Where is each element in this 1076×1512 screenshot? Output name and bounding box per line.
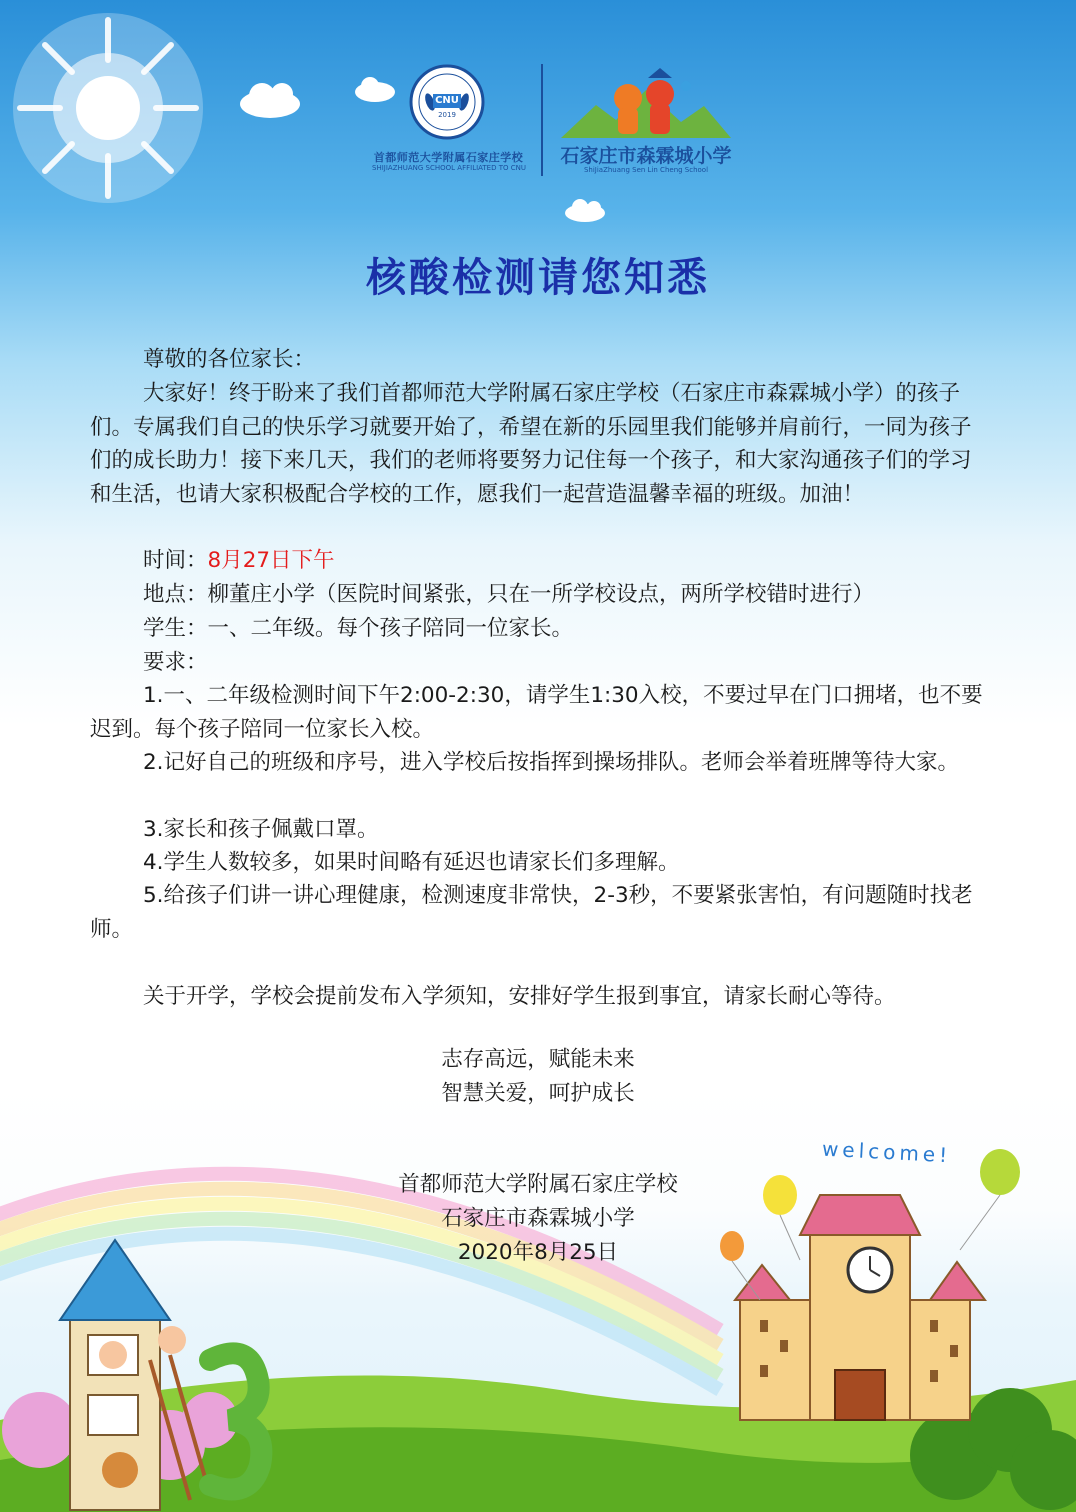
signature-school-2: 石家庄市森霖城小学 bbox=[441, 1206, 635, 1231]
motto-line: 智慧关爱，呵护成长 bbox=[441, 1081, 635, 1106]
cnu-school-logo bbox=[360, 58, 535, 178]
header-logos bbox=[360, 58, 740, 178]
students-line: 学生：一、二年级。每个孩子陪同一位家长。 bbox=[143, 616, 574, 641]
requirement-item: 5.给孩子们讲一讲心理健康，检测速度非常快，2-3秒，不要紧张害怕，有问题随时找老师。 bbox=[90, 883, 973, 942]
time-label: 时间： bbox=[143, 548, 208, 573]
requirement-item: 4.学生人数较多，如果时间略有延迟也请家长们多理解。 bbox=[143, 850, 680, 875]
intro-paragraph: 大家好！终于盼来了我们首都师范大学附属石家庄学校（石家庄市森霖城小学）的孩子们。专属我们自己的快乐学习就要开始了，希望在新的乐园里我们能够并肩前行，一同为孩子们的成长助力！接下来几天，我们的老师将要努力记住每一个孩子，和大家沟通孩子们的学习和生活，也请大家积极配合学校的工作，愿我们一起营造温馨幸福的班级。加油！ bbox=[90, 381, 972, 507]
cnu-badge-text: CNU bbox=[435, 95, 459, 106]
time-line bbox=[90, 544, 990, 578]
signature-date: 2020年8月25日 bbox=[457, 1240, 619, 1265]
closing-paragraph: 关于开学，学校会提前发布入学须知，安排好学生报到事宜，请家长耐心等待。 bbox=[143, 984, 896, 1009]
requirement-item: 3.家长和孩子佩戴口罩。 bbox=[143, 817, 379, 842]
senlincheng-school-logo bbox=[556, 60, 736, 178]
signature-school: 首都师范大学附属石家庄学校 bbox=[398, 1172, 678, 1197]
cnu-badge-year: 2019 bbox=[438, 111, 456, 119]
school-name-cn: 首都师范大学附属石家庄学校 bbox=[373, 151, 524, 164]
page-title: 核酸检测请您知悉 bbox=[366, 255, 710, 301]
school-name-en: SHIJIAZHUANG SCHOOL AFFILIATED TO CNU bbox=[372, 164, 526, 172]
welcome-text: welcome! bbox=[821, 1136, 952, 1168]
kids-mountain-icon bbox=[556, 60, 736, 140]
time-value: 8月27日下午 bbox=[207, 548, 335, 573]
requirements-label: 要求： bbox=[143, 650, 208, 675]
requirement-item: 2.记好自己的班级和序号，进入学校后按指挥到操场排队。老师会举着班牌等待大家。 bbox=[143, 750, 960, 775]
motto-line: 志存高远，赋能未来 bbox=[441, 1047, 635, 1072]
logo-divider bbox=[541, 64, 543, 176]
requirement-item: 1.一、二年级检测时间下午2:00-2:30，请学生1:30入校，不要过早在门口拥堵，也不要迟到。每个孩子陪同一位家长入校。 bbox=[90, 683, 983, 742]
greeting: 尊敬的各位家长： bbox=[143, 347, 316, 372]
school-name-cn-2: 石家庄市森霖城小学 bbox=[560, 145, 732, 167]
place-line: 地点：柳董庄小学（医院时间紧张，只在一所学校设点，两所学校错时进行） bbox=[143, 582, 875, 607]
school-name-en-2: ShiJiaZhuang Sen Lin Cheng School bbox=[583, 166, 709, 174]
